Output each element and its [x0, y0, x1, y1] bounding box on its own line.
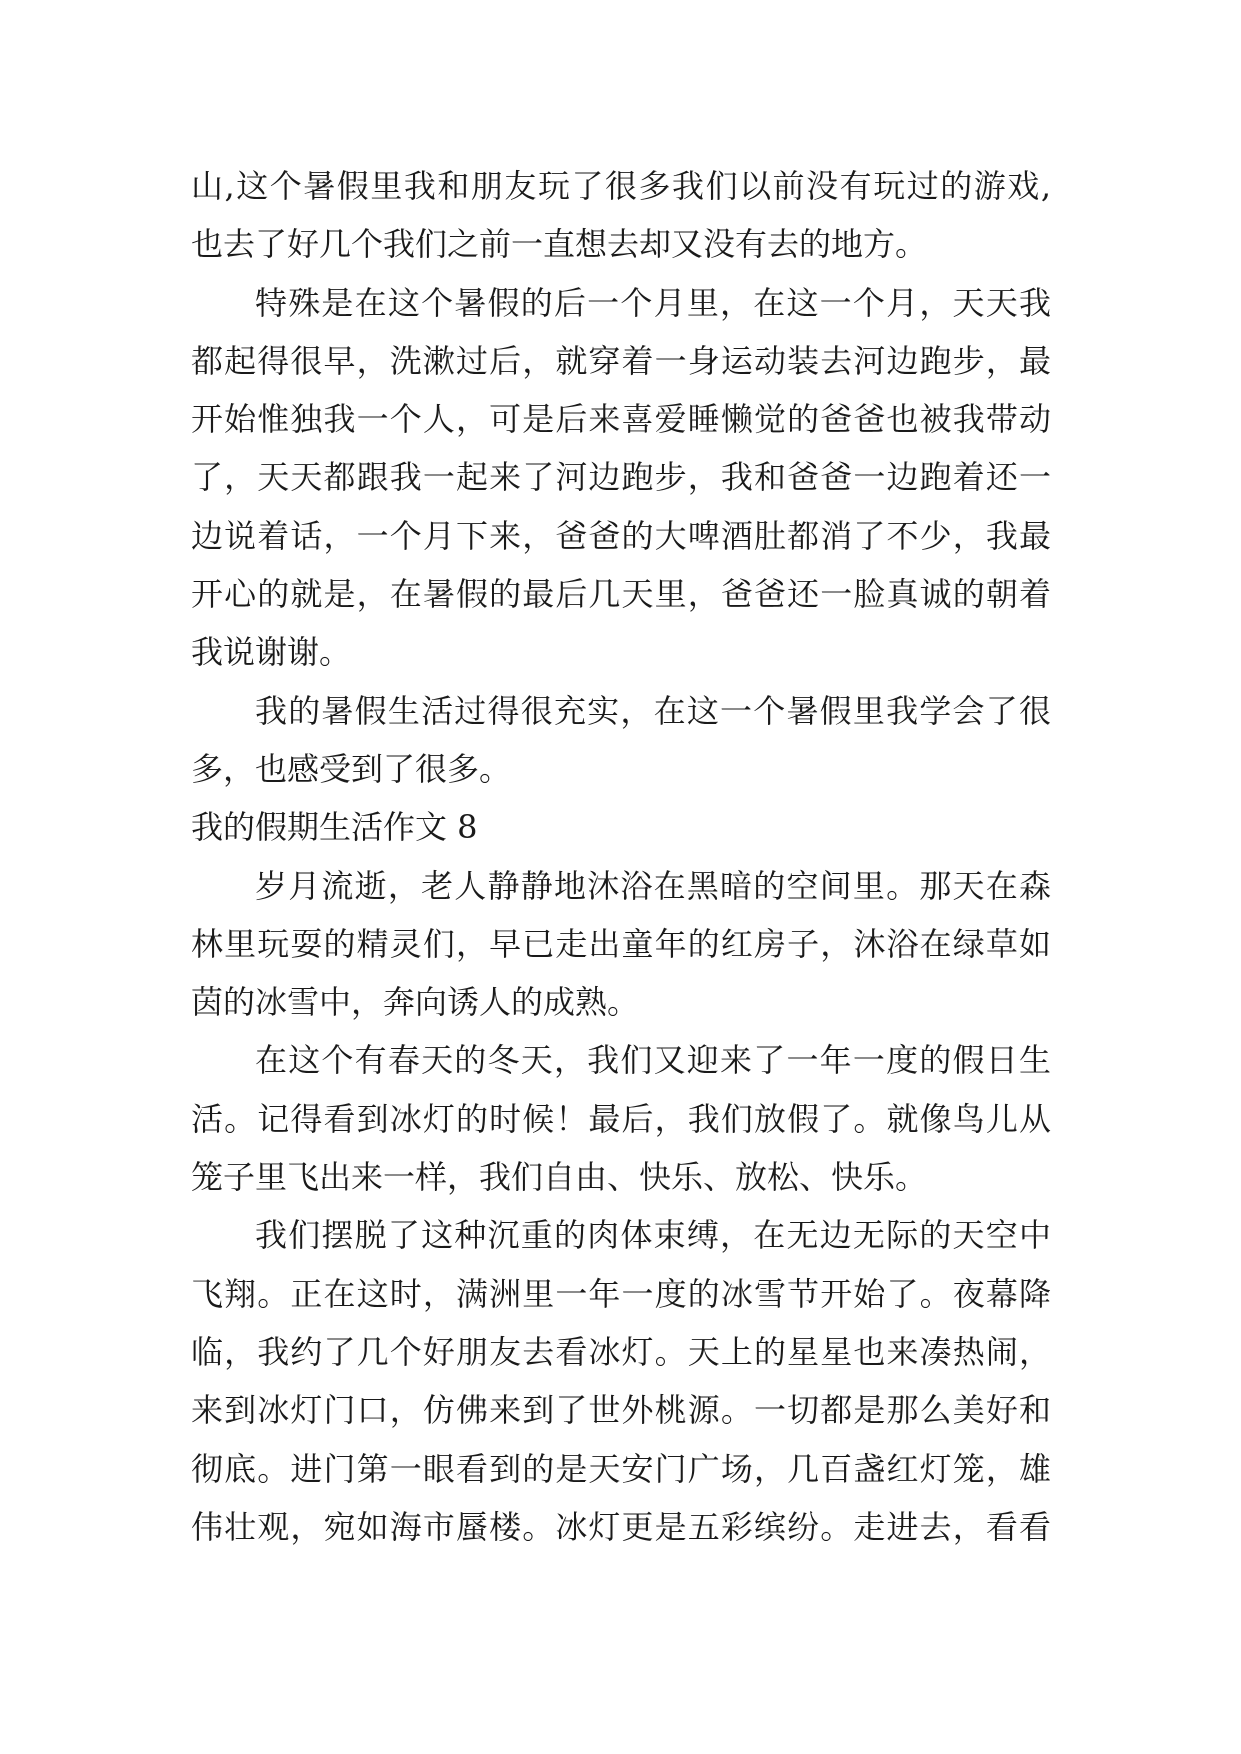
text-line: 伟壮观，宛如海市蜃楼。冰灯更是五彩缤纷。走进去，看看	[191, 1507, 1051, 1546]
text-line: 开心的就是，在暑假的最后几天里，爸爸还一脸真诚的朝着	[191, 575, 1051, 614]
text-line: 开始惟独我一个人，可是后来喜爱睡懒觉的爸爸也被我带动	[191, 400, 1051, 439]
text-line: 特殊是在这个暑假的后一个月里，在这一个月，天天我	[255, 283, 1051, 322]
text-line: 我的暑假生活过得很充实，在这一个暑假里我学会了很	[255, 691, 1051, 730]
document-body	[191, 157, 1051, 1556]
section-heading: 我的假期生活作文 8	[191, 808, 478, 847]
text-line: 在这个有春天的冬天，我们又迎来了一年一度的假日生	[255, 1041, 1051, 1080]
text-line: 山,这个暑假里我和朋友玩了很多我们以前没有玩过的游戏,	[191, 167, 1051, 205]
text-line: 边说着话，一个月下来，爸爸的大啤酒肚都消了不少，我最	[191, 516, 1051, 555]
text-line: 来到冰灯门口，仿佛来到了世外桃源。一切都是那么美好和	[191, 1391, 1051, 1430]
text-line: 我说谢谢。	[191, 633, 352, 672]
text-line: 笼子里飞出来一样，我们自由、快乐、放松、快乐。	[191, 1158, 928, 1197]
text-line: 彻底。进门第一眼看到的是天安门广场，几百盏红灯笼，雄	[191, 1449, 1051, 1488]
text-line: 茵的冰雪中，奔向诱人的成熟。	[191, 983, 640, 1022]
text-line: 也去了好几个我们之前一直想去却又没有去的地方。	[191, 225, 928, 264]
text-line: 岁月流逝，老人静静地沐浴在黑暗的空间里。那天在森	[255, 866, 1051, 905]
text-line: 活。记得看到冰灯的时候！最后，我们放假了。就像鸟儿从	[191, 1099, 1051, 1138]
text-line: 飞翔。正在这时，满洲里一年一度的冰雪节开始了。夜幕降	[191, 1274, 1051, 1313]
text-line: 林里玩耍的精灵们，早已走出童年的红房子，沐浴在绿草如	[191, 924, 1051, 963]
text-line: 临，我约了几个好朋友去看冰灯。天上的星星也来凑热闹，	[191, 1332, 1051, 1371]
text-line: 多，也感受到了很多。	[191, 749, 512, 788]
text-line: 了，天天都跟我一起来了河边跑步，我和爸爸一边跑着还一	[191, 458, 1051, 497]
text-line: 我们摆脱了这种沉重的肉体束缚，在无边无际的天空中	[255, 1216, 1051, 1255]
text-line: 都起得很早，洗漱过后，就穿着一身运动装去河边跑步，最	[191, 341, 1051, 380]
